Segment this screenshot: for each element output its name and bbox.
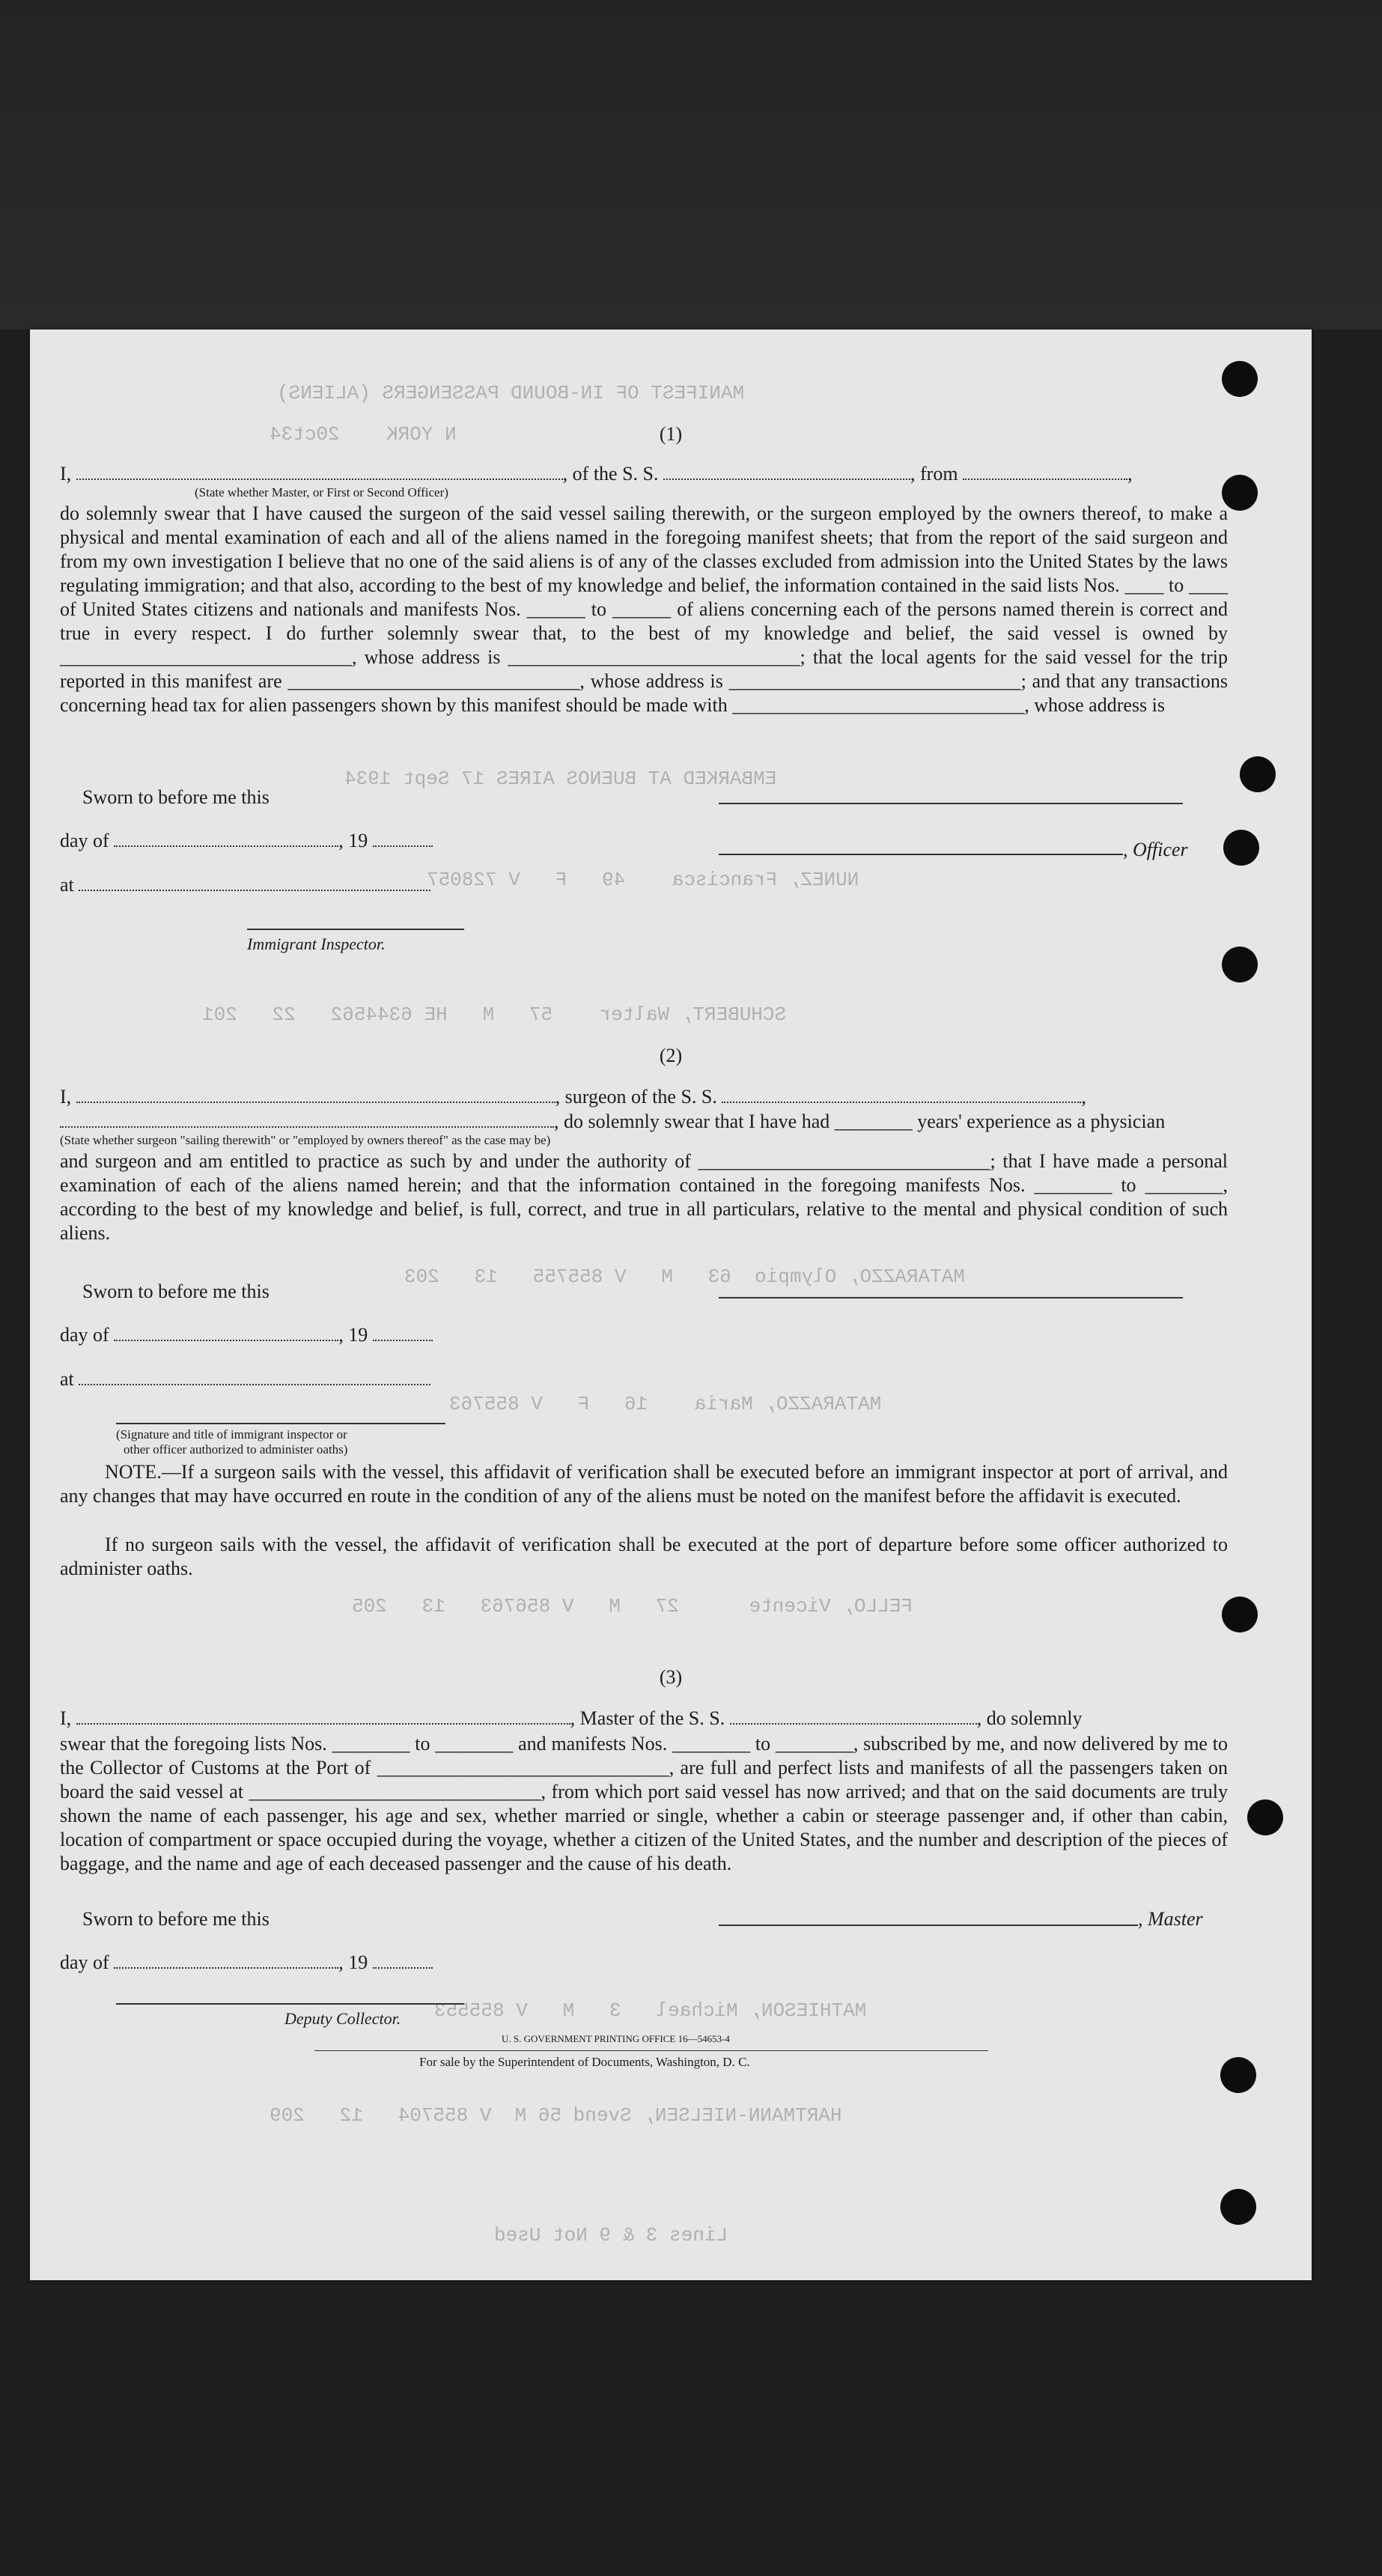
s1-day-of: day of (60, 830, 109, 851)
s3-do-swear: , do solemnly (976, 1707, 1083, 1729)
s2-sworn: Sworn to before me this (82, 1281, 270, 1302)
s1-from-field[interactable] (963, 465, 1127, 480)
s3-year-field[interactable] (373, 1954, 433, 1969)
s1-day-field[interactable] (114, 832, 338, 847)
s2-surgeon-line: I, , surgeon of the S. S. , (60, 1086, 1086, 1108)
punch-hole (1222, 361, 1258, 397)
section-3-number: (3) (659, 1666, 683, 1688)
bleedthrough-row: MATHIESON, Michael 3 M V 855553 (434, 1999, 867, 2022)
s1-at: at (60, 874, 74, 896)
s2-note: NOTE.—If a surgeon sails with the vessel, this affidavit of verification shall be executed before an immigrant inspector at port of arrival, and any changes that may have occurred en route in the condition of any of the aliens must be noted on the manifest before the affidavit is executed. (60, 1461, 1228, 1507)
scan-background (0, 0, 1382, 329)
s2-sig-caption-2: other officer authorized to administer oaths) (124, 1442, 348, 1456)
manifest-page (30, 329, 1312, 2280)
s2-at: at (60, 1368, 74, 1390)
s3-i-label: I, (60, 1707, 72, 1729)
s2-day-line (60, 1324, 433, 1346)
s2-day-field[interactable] (114, 1326, 338, 1341)
s2-capacity-field[interactable] (60, 1113, 554, 1128)
s1-year-field[interactable] (373, 832, 433, 847)
s1-day-line (60, 830, 433, 852)
bleedthrough-port: N YORK 20ct34 (270, 423, 457, 446)
s3-deputy-rule[interactable] (116, 2003, 464, 2005)
s3-sworn: Sworn to before me this (82, 1908, 270, 1930)
s3-body: swear that the foregoing lists Nos. ________ to ________ and manifests Nos. ________ to ________, subscribed by me, and now delivered by me to the Collector of Customs at the Port of ______________________________, are full and perfect lists and manifests of all the passengers taken on board the said vessel at ______________________________, from which port said vessel has now arrived; and that on the said documents are truly shown the name of each passenger, his age and sex, whether married or single, whether a cabin or steerage passenger and, if other than cabin, location of compartment or space occupied during the voyage, whether a citizen of the United States, and the number and description of the pieces of baggage, and the name and age of each deceased passenger and the cause of his death. (60, 1733, 1228, 1874)
gpo-imprint: U. S. GOVERNMENT PRINTING OFFICE 16—54653-4 (502, 2033, 730, 2044)
s2-sig-caption-1: (Signature and title of immigrant inspector or (116, 1427, 347, 1442)
punch-hole (1222, 947, 1258, 982)
punch-hole (1222, 475, 1258, 511)
s1-year: , 19 (338, 830, 368, 851)
s3-master-of: , Master of the S. S. (570, 1707, 725, 1729)
s1-of-ss: , of the S. S. (562, 463, 659, 484)
s2-year-field[interactable] (373, 1326, 433, 1341)
bleedthrough-row: MATARAZZO, Olympio 63 M V 855755 13 203 (404, 1266, 965, 1288)
s3-day-field[interactable] (114, 1954, 338, 1969)
s1-from: , from (910, 463, 958, 484)
s3-deputy-label: Deputy Collector. (284, 2009, 401, 2028)
s2-signature-line[interactable] (719, 1297, 1183, 1298)
s1-at-line (60, 874, 430, 896)
s1-caption: (State whether Master, or First or Second Officer) (195, 485, 448, 499)
bleedthrough-row: FELLO, Vicente 27 M V 856763 13 205 (352, 1595, 913, 1617)
s1-sworn: Sworn to before me this (82, 786, 270, 808)
bleedthrough-row: HARTMANN-NIELSEN, Svend 56 M V 855704 12 209 (270, 2104, 842, 2127)
s1-ship-field[interactable] (663, 465, 910, 480)
s3-ship-field[interactable] (730, 1710, 977, 1725)
s1-inspector-rule[interactable] (247, 929, 464, 930)
s1-officer-rule[interactable] (719, 854, 1123, 855)
s1-at-field[interactable] (79, 876, 430, 891)
s2-day-of: day of (60, 1324, 109, 1346)
s3-day-line (60, 1951, 433, 1974)
footer-rule (314, 2050, 988, 2051)
s2-swear-line (60, 1111, 1165, 1133)
bleedthrough-header: MANIFEST OF IN-BOUND PASSENGERS (ALIENS) (277, 382, 745, 404)
s3-master-label: , Master (1138, 1908, 1203, 1930)
s2-at-line (60, 1368, 430, 1391)
bleedthrough-footer: Lines 3 & 9 Not Used (494, 2224, 728, 2247)
s1-body: do solemnly swear that I have caused the surgeon of the said vessel sailing therewith, or the surgeon employed by the owners thereof, to make a physical and mental examination of each and all of the aliens named in the foregoing manifest sheets; that from the report of the said surgeon and from my own investigation I believe that no one of the said aliens is of any of the classes excluded from admission into the United States by the laws regulating immigration; and that also, according to the best of my knowledge and belief, the information contained in the said lists Nos. ____ to ____ of United States citizens and nationals and manifests Nos. ______ to ______ of aliens concerning each of the persons named therein is correct and true in every respect. I do further solemnly swear that, to the best of my knowledge and belief, the said vessel is owned by ______________________________, whose address is ______________________________; that the local agents for the said vessel for the trip reported in this manifest are ______________________________, whose address is ______________________________; and that any transactions concerning head tax for alien passengers shown by this manifest should be made with ______________________________, whose address is (60, 502, 1228, 716)
s2-year: , 19 (338, 1324, 368, 1346)
s2-note2: If no surgeon sails with the vessel, the affidavit of verification shall be executed at the port of departure before some officer authorized to administer oaths. (60, 1534, 1228, 1579)
sale-notice: For sale by the Superintendent of Documents, Washington, D. C. (419, 2055, 750, 2069)
s1-name-field[interactable] (76, 465, 563, 480)
punch-hole (1220, 2189, 1256, 2225)
s3-name-field[interactable] (76, 1710, 570, 1725)
section-1-number: (1) (659, 423, 683, 445)
s1-signature-line[interactable] (719, 803, 1183, 804)
bleedthrough-embarked: EMBARKED AT BUENOS AIRES 17 Sept 1934 (344, 768, 777, 790)
s1-officer-line: I, , of the S. S. , from , (60, 463, 1133, 484)
punch-hole (1220, 2057, 1256, 2093)
s2-inspector-rule[interactable] (116, 1423, 445, 1424)
punch-hole (1223, 830, 1259, 866)
s1-i-label: I, (60, 463, 72, 484)
punch-hole (1240, 756, 1276, 792)
s2-at-field[interactable] (79, 1370, 430, 1385)
bleedthrough-row: SCHUBERT, Walter 57 M HE 6344562 22 201 (202, 1003, 787, 1026)
s2-name-field[interactable] (76, 1088, 555, 1103)
s3-year: , 19 (338, 1951, 368, 1973)
s1-officer-label: , Officer (1123, 839, 1188, 860)
section-2-number: (2) (659, 1045, 683, 1066)
s2-swear: , do solemnly swear that I have had ________ years' experience as a physician (554, 1111, 1166, 1132)
punch-hole (1222, 1597, 1258, 1632)
s2-body: and surgeon and am entitled to practice as such by and under the authority of ______________________________; that I have made a personal examination of each of the aliens named herein; and that the information contained in the foregoing manifests Nos. ________ to ________, according to the best of my knowledge and belief, is full, correct, and true in all particulars, relative to the mental and physical condition of such aliens. (60, 1150, 1228, 1244)
s3-master-rule[interactable] (719, 1925, 1138, 1926)
s2-surgeon-of: , surgeon of the S. S. (555, 1086, 717, 1108)
s2-ship-field[interactable] (722, 1088, 1081, 1103)
s2-i-label: I, (60, 1086, 72, 1108)
bleedthrough-row: MATARAZZO, Maria 16 F V 855763 (449, 1393, 882, 1415)
s2-caption: (State whether surgeon "sailing therewith" or "employed by owners thereof" as the case may be) (60, 1133, 551, 1147)
s3-day-of: day of (60, 1951, 109, 1973)
punch-hole (1247, 1799, 1283, 1835)
s1-inspector-label: Immigrant Inspector. (247, 935, 386, 953)
bleedthrough-row: NUNEZ, Francisca 49 F V 728057 (427, 869, 859, 891)
s3-master-line (60, 1707, 1083, 1730)
